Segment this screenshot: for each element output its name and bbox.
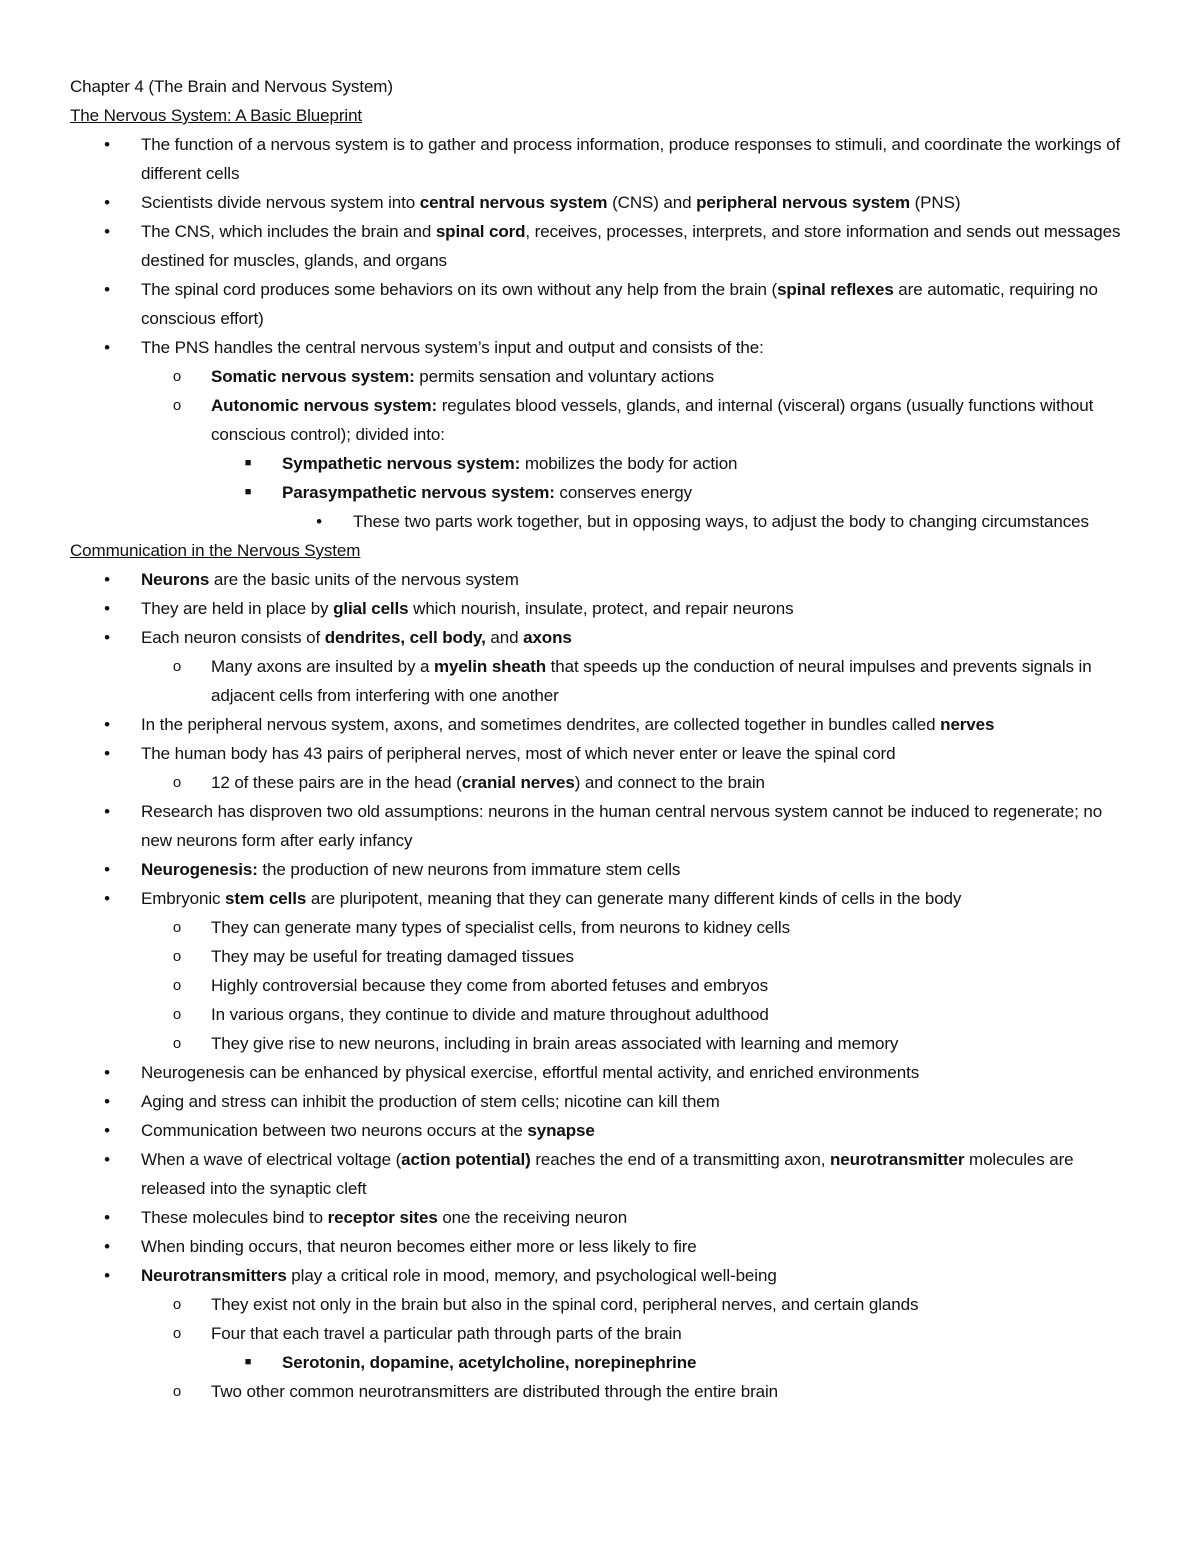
list-item xyxy=(70,1348,1132,1377)
list-item xyxy=(70,275,1132,333)
bold-term: synapse xyxy=(527,1121,595,1140)
list-item xyxy=(70,768,1132,797)
list-item xyxy=(70,1145,1132,1203)
list-item xyxy=(70,565,1132,594)
text-run: are automatic, requiring no conscious effort) xyxy=(141,280,1098,328)
list-item xyxy=(70,1029,1132,1058)
list-item xyxy=(70,362,1132,391)
text-run: They give rise to new neurons, including in brain areas associated with learning and memory xyxy=(211,1034,899,1053)
bullet-icon: • xyxy=(104,1150,110,1169)
text-run: The function of a nervous system is to gather and process information, produce responses to stimuli, and coordinate the workings of different cells xyxy=(141,135,1121,183)
list-item xyxy=(70,1261,1132,1290)
text-run: Communication between two neurons occurs at the xyxy=(141,1121,528,1140)
text-run: conserves energy xyxy=(554,483,693,502)
bullet-icon: • xyxy=(104,744,110,763)
bold-term: myelin sheath xyxy=(433,657,547,676)
bullet-icon: • xyxy=(316,512,322,531)
text-run: When a wave of electrical voltage ( xyxy=(141,1150,402,1169)
bullet-icon: • xyxy=(104,1121,110,1140)
bullet-icon: • xyxy=(104,570,110,589)
text-run: When binding occurs, that neuron becomes either more or less likely to fire xyxy=(141,1237,697,1256)
bullet-icon: • xyxy=(104,889,110,908)
list-item xyxy=(70,739,1132,768)
list-item xyxy=(70,217,1132,275)
bullet-icon: o xyxy=(172,1296,182,1313)
text-run: (PNS) xyxy=(909,193,961,212)
text-run: Two other common neurotransmitters are distributed through the entire brain xyxy=(211,1382,779,1401)
list-item xyxy=(70,449,1132,478)
text-run: one the receiving neuron xyxy=(437,1208,628,1227)
bold-term: Sympathetic nervous system: xyxy=(282,454,521,473)
text-run: They can generate many types of specialist cells, from neurons to kidney cells xyxy=(211,918,790,937)
text-run: In various organs, they continue to divide and mature throughout adulthood xyxy=(211,1005,769,1024)
text-run: Each neuron consists of xyxy=(141,628,325,647)
text-run: the production of new neurons from immature stem cells xyxy=(257,860,681,879)
text-run: are pluripotent, meaning that they can generate many different kinds of cells in the body xyxy=(306,889,962,908)
list-item xyxy=(70,855,1132,884)
list-item xyxy=(70,884,1132,913)
text-run: They are held in place by xyxy=(141,599,334,618)
list-item xyxy=(70,1319,1132,1348)
bullet-icon: • xyxy=(104,1266,110,1285)
bullet-list xyxy=(70,565,1132,1406)
list-item xyxy=(70,130,1132,188)
bullet-icon: o xyxy=(172,1325,182,1342)
section-heading: The Nervous System: A Basic Blueprint xyxy=(70,106,363,125)
text-run: Four that each travel a particular path through parts of the brain xyxy=(211,1324,682,1343)
list-item xyxy=(70,1116,1132,1145)
list-item xyxy=(70,1232,1132,1261)
list-item xyxy=(70,1290,1132,1319)
bullet-icon: o xyxy=(172,1006,182,1023)
text-run: Aging and stress can inhibit the production of stem cells; nicotine can kill them xyxy=(141,1092,720,1111)
bold-term: glial cells xyxy=(333,599,409,618)
bullet-icon: • xyxy=(104,1063,110,1082)
list-item xyxy=(70,507,1132,536)
list-item xyxy=(70,188,1132,217)
text-run: that speeds up the conduction of neural impulses and prevents signals in adjacent cells from interfering with one another xyxy=(211,657,1092,705)
text-run: The spinal cord produces some behaviors on its own without any help from the brain ( xyxy=(141,280,778,299)
text-run: and xyxy=(485,628,524,647)
text-run: (CNS) and xyxy=(607,193,697,212)
text-run: Highly controversial because they come from aborted fetuses and embryos xyxy=(211,976,769,995)
bullet-icon: • xyxy=(104,628,110,647)
bullet-icon: o xyxy=(172,1035,182,1052)
list-item xyxy=(70,1203,1132,1232)
bullet-icon: • xyxy=(104,802,110,821)
text-run: The CNS, which includes the brain and xyxy=(141,222,436,241)
bold-term: cranial nerves xyxy=(461,773,575,792)
text-run: They exist not only in the brain but also in the spinal cord, peripheral nerves, and certain glands xyxy=(211,1295,919,1314)
bold-term: Neurons xyxy=(141,570,210,589)
document-sections xyxy=(70,101,1132,1406)
list-item xyxy=(70,1377,1132,1406)
text-run: They may be useful for treating damaged tissues xyxy=(211,947,574,966)
bullet-icon: o xyxy=(172,977,182,994)
list-item xyxy=(70,594,1132,623)
bullet-list xyxy=(70,130,1132,536)
bold-term: stem cells xyxy=(225,889,307,908)
bold-term: Autonomic nervous system: xyxy=(211,396,438,415)
bold-term: peripheral nervous system xyxy=(696,193,910,212)
text-run: These two parts work together, but in opposing ways, to adjust the body to changing circumstances xyxy=(353,512,1089,531)
bullet-icon: ■ xyxy=(244,1356,252,1368)
bold-term: dendrites, cell body, xyxy=(324,628,486,647)
text-run: are the basic units of the nervous system xyxy=(209,570,519,589)
text-run: , receives, processes, interprets, and store information and sends out messages destined for muscles, glands, and organs xyxy=(141,222,1121,270)
bold-term: nerves xyxy=(940,715,995,734)
list-item xyxy=(70,333,1132,362)
text-run: Scientists divide nervous system into xyxy=(141,193,420,212)
bold-term: receptor sites xyxy=(327,1208,438,1227)
document-title: Chapter 4 (The Brain and Nervous System) xyxy=(70,77,393,96)
bold-term: neurotransmitter xyxy=(829,1150,965,1169)
bold-term: spinal cord xyxy=(435,222,526,241)
text-run: play a critical role in mood, memory, and psychological well-being xyxy=(286,1266,777,1285)
bullet-icon: o xyxy=(172,658,182,675)
bold-term: central nervous system xyxy=(419,193,608,212)
text-run: ) and connect to the brain xyxy=(574,773,765,792)
text-run: molecules are released into the synaptic cleft xyxy=(141,1150,1074,1198)
bullet-icon: o xyxy=(172,1383,182,1400)
bullet-icon: • xyxy=(104,715,110,734)
list-item xyxy=(70,710,1132,739)
list-item xyxy=(70,1058,1132,1087)
list-item xyxy=(70,942,1132,971)
bold-term: spinal reflexes xyxy=(777,280,894,299)
list-item xyxy=(70,913,1132,942)
list-item xyxy=(70,1000,1132,1029)
bullet-icon: ■ xyxy=(244,486,252,498)
text-run: regulates blood vessels, glands, and internal (visceral) organs (usually functions without conscious control); divided into: xyxy=(211,396,1094,444)
bullet-icon: o xyxy=(172,948,182,965)
document-page xyxy=(70,72,1132,1406)
text-run: 12 of these pairs are in the head ( xyxy=(211,773,462,792)
bold-term: axons xyxy=(523,628,572,647)
bold-term: Neurogenesis: xyxy=(141,860,258,879)
list-item xyxy=(70,652,1132,710)
bullet-icon: • xyxy=(104,599,110,618)
bold-term: Serotonin, dopamine, acetylcholine, norepinephrine xyxy=(282,1353,697,1372)
bullet-icon: • xyxy=(104,280,110,299)
text-run: In the peripheral nervous system, axons, and sometimes dendrites, are collected together in bundles called xyxy=(141,715,941,734)
text-run: which nourish, insulate, protect, and repair neurons xyxy=(408,599,794,618)
bullet-icon: • xyxy=(104,860,110,879)
text-run: These molecules bind to xyxy=(141,1208,328,1227)
text-run: The human body has 43 pairs of peripheral nerves, most of which never enter or leave the spinal cord xyxy=(141,744,896,763)
text-run: Many axons are insulted by a xyxy=(211,657,434,676)
section-heading: Communication in the Nervous System xyxy=(70,541,361,560)
bullet-icon: ■ xyxy=(244,457,252,469)
bullet-icon: • xyxy=(104,1092,110,1111)
bullet-icon: o xyxy=(172,368,182,385)
list-item xyxy=(70,971,1132,1000)
list-item xyxy=(70,1087,1132,1116)
bullet-icon: • xyxy=(104,1237,110,1256)
bullet-icon: • xyxy=(104,338,110,357)
text-run: The PNS handles the central nervous system’s input and output and consists of the: xyxy=(141,338,764,357)
bullet-icon: • xyxy=(104,1208,110,1227)
bold-term: action potential) xyxy=(401,1150,531,1169)
bullet-icon: o xyxy=(172,774,182,791)
bold-term: Parasympathetic nervous system: xyxy=(282,483,555,502)
bullet-icon: o xyxy=(172,919,182,936)
bullet-icon: • xyxy=(104,222,110,241)
text-run: Neurogenesis can be enhanced by physical exercise, effortful mental activity, and enriched environments xyxy=(141,1063,920,1082)
text-run: reaches the end of a transmitting axon, xyxy=(530,1150,830,1169)
list-item xyxy=(70,797,1132,855)
bullet-icon: o xyxy=(172,397,182,414)
text-run: Embryonic xyxy=(141,889,226,908)
text-run: mobilizes the body for action xyxy=(520,454,738,473)
bullet-icon: • xyxy=(104,135,110,154)
bold-term: Neurotransmitters xyxy=(141,1266,287,1285)
bullet-icon: • xyxy=(104,193,110,212)
bold-term: Somatic nervous system: xyxy=(211,367,415,386)
text-run: permits sensation and voluntary actions xyxy=(414,367,714,386)
list-item xyxy=(70,478,1132,507)
list-item xyxy=(70,391,1132,449)
text-run: Research has disproven two old assumptions: neurons in the human central nervous system cannot be induced to regenerate; no new neurons form after early infancy xyxy=(141,802,1103,850)
list-item xyxy=(70,623,1132,652)
